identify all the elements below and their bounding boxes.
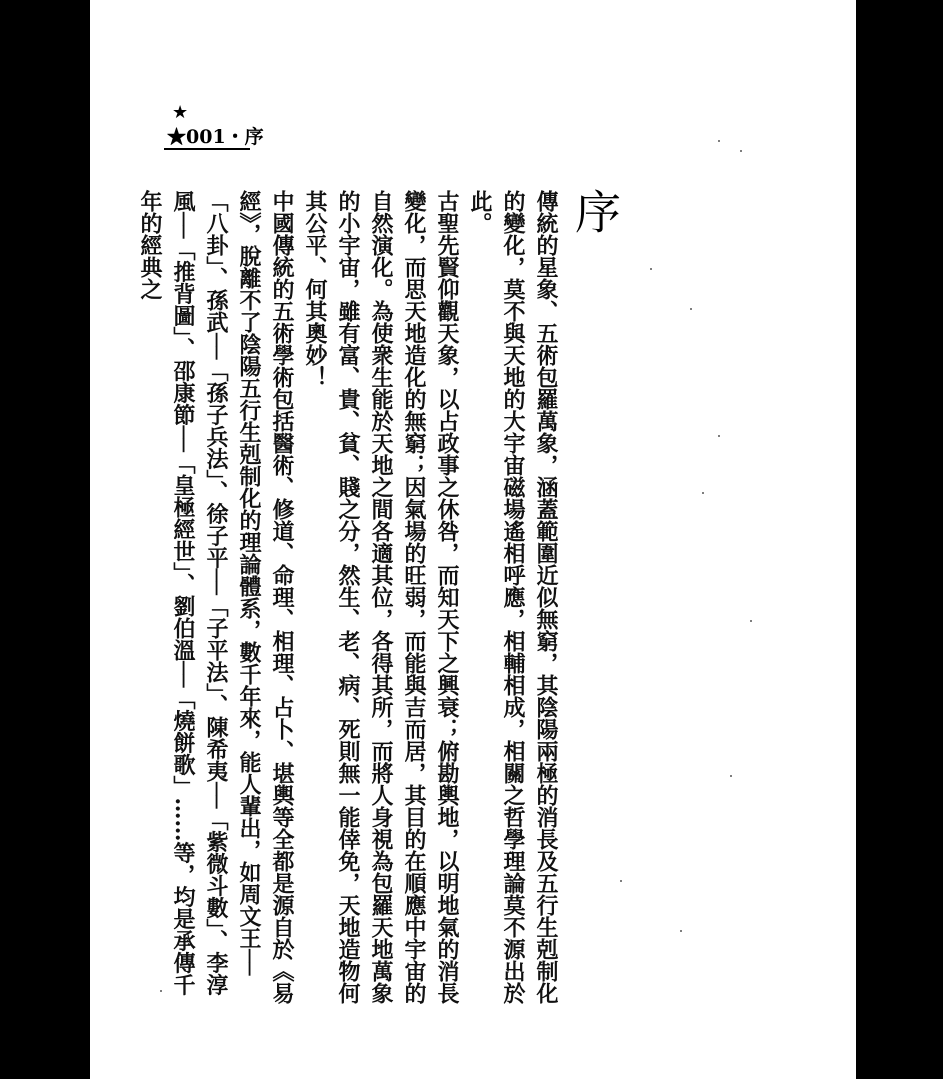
scan-speck [680, 930, 682, 932]
page-header [164, 102, 264, 154]
scan-speck [718, 435, 720, 437]
scan-speck [730, 775, 732, 777]
scan-speck [160, 990, 162, 992]
scan-speck [702, 492, 704, 494]
header-underline [164, 148, 250, 150]
vertical-body-text [137, 190, 562, 1010]
paragraph-2: 古聖先賢仰觀天象，以占政事之休咎，而知天下之興衰；俯勘輿地，以明地氣的消長變化，而思天地造化的無窮；因氣場的旺弱，而能與吉而居，其目的在順應中宇宙的自然演化。為使衆生能於天地之間各適其位，各得其所，而將人身視為包羅天地萬象的小宇宙，雖有富、貴、貧、賤之分，然生、老、病、死則無一能倖免，天地造物何其公平、何其奧妙！ [302, 190, 460, 1004]
paragraph-1: 傳統的星象、五術包羅萬象，涵蓋範圍近似無窮，其陰陽兩極的消長及五行生剋制化的變化，莫不與天地的大宇宙磁場遙相呼應，相輔相成，相關之哲學理論莫不源出於此。 [467, 190, 559, 1004]
scan-speck [740, 150, 742, 152]
paragraph-3: 中國傳統的五術學術包括醫術、修道、命理、相理、占卜、堪輿等全都是源自於《易經》，脫離不了陰陽五行生剋制化的理論體系，數千年來，能人輩出，如周文王──「八卦」、孫武──「孫子兵法」、徐子平──「子平法」、陳希夷──「紫微斗數」、李淳風──「推背圖」、邵康節──「皇極經世」、劉伯溫──「燒餅歌」……等，均是承傳千年的經典之 [137, 190, 295, 1004]
scan-speck [750, 620, 752, 622]
scan-speck [650, 268, 652, 270]
book-page [90, 0, 856, 1079]
page-number-label: ★001・序 [167, 126, 264, 148]
scan-speck [690, 308, 692, 310]
scan-speck [620, 880, 622, 882]
star-icon: ★ [172, 102, 189, 123]
scan-speck [718, 140, 720, 142]
chapter-title: 序 [568, 188, 622, 234]
